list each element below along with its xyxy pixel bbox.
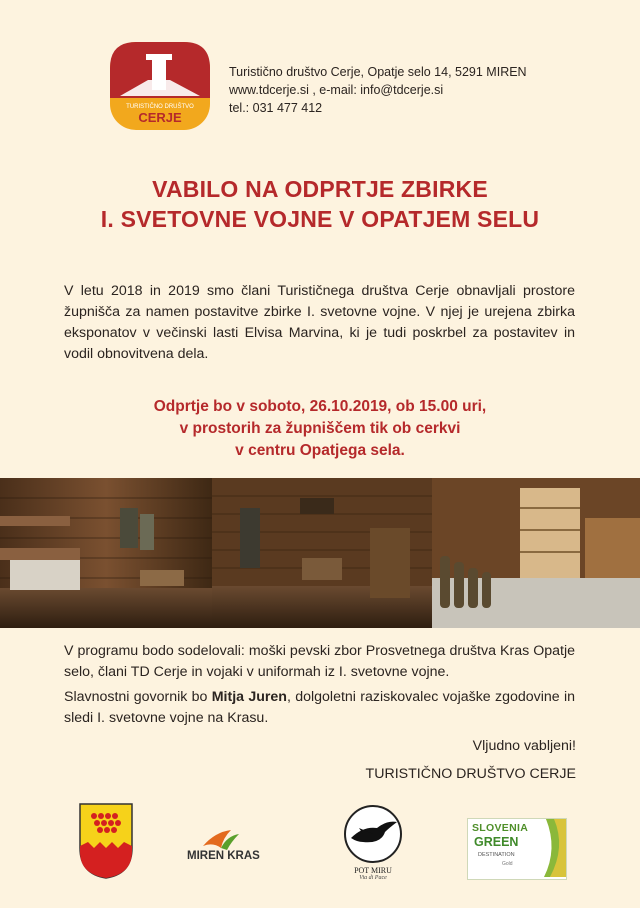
miren-kras-text: MIREN KRAS — [187, 850, 260, 862]
sponsor-logos — [0, 796, 640, 896]
leaf-stripes-icon — [540, 819, 566, 877]
via-di-pace-text: Via di Pace — [359, 875, 387, 881]
speaker-intro: Slavnostni govornik bo — [64, 689, 212, 705]
pot-miru-logo — [342, 804, 404, 884]
event-location-line: v centru Opatjega sela. — [235, 442, 405, 459]
speaker-name: Mitja Juren — [211, 689, 287, 705]
contact-phone: tel.: 031 477 412 — [229, 101, 323, 115]
miren-kras-logo — [187, 826, 299, 866]
speaker-description: , dolgoletni raziskovalec vojaške zgodovine in sledi I. svetovne vojne na Krasu. — [64, 689, 575, 726]
contact-web-email: www.tdcerje.si , e-mail: info@tdcerje.si — [229, 83, 444, 97]
logo-small-text: TURISTIČNO DRUŠTVO — [126, 104, 194, 110]
title-line-1: VABILO NA ODPRTJE ZBIRKE — [152, 176, 488, 202]
event-place-line: v prostorih za župniščem tik ob cerkvi — [179, 420, 461, 437]
td-cerje-logo — [108, 40, 212, 132]
invitation-title — [0, 174, 640, 234]
logo-big-text: CERJE — [138, 110, 182, 125]
photo-right — [432, 478, 640, 628]
photo-middle — [212, 478, 432, 628]
closing-block — [366, 732, 576, 788]
contact-block — [229, 63, 527, 117]
greeting: Vljudno vabljeni! — [472, 738, 576, 754]
speaker-paragraph — [64, 687, 575, 729]
coat-of-arms-icon — [78, 802, 134, 880]
pot-miru-text: POT MIRU — [354, 866, 392, 875]
program-paragraph: V programu bodo sodelovali: moški pevski zbor Prosvetnega društva Kras Opatje selo, člani TD Cerje in vojaki v uniformah iz I. svetovne vojne. — [64, 643, 575, 680]
intro-paragraph: V letu 2018 in 2019 smo člani Turističnega društva Cerje obnavljali prostore župnišča za namen postavitve zbirke I. svetovne vojne. V njej je urejena zbirka eksponatov v večinski lasti Elvisa Marvina, ki je tudi poskrbel za postavitev in vodil obnovitvena dela. — [64, 283, 575, 362]
contact-address: Turistično društvo Cerje, Opatje selo 14, 5291 MIREN — [229, 65, 527, 79]
dove-icon — [343, 804, 403, 864]
slovenia-green-logo — [467, 818, 567, 880]
gold-text: Gold — [502, 861, 513, 867]
exhibition-photo-strip — [0, 478, 640, 628]
photo-left — [0, 478, 212, 628]
program-section — [64, 641, 575, 733]
bird-swoosh-icon — [201, 826, 241, 852]
destination-text: DESTINATION — [478, 852, 515, 858]
signature: TURISTIČNO DRUŠTVO CERJE — [365, 766, 576, 782]
slovenia-text: SLOVENIA — [472, 822, 529, 834]
event-details — [0, 396, 640, 462]
event-date-line: Odprtje bo v soboto, 26.10.2019, ob 15.00 uri, — [153, 398, 487, 415]
green-text: GREEN — [474, 835, 519, 849]
title-line-2: I. SVETOVNE VOJNE V OPATJEM SELU — [100, 206, 540, 232]
